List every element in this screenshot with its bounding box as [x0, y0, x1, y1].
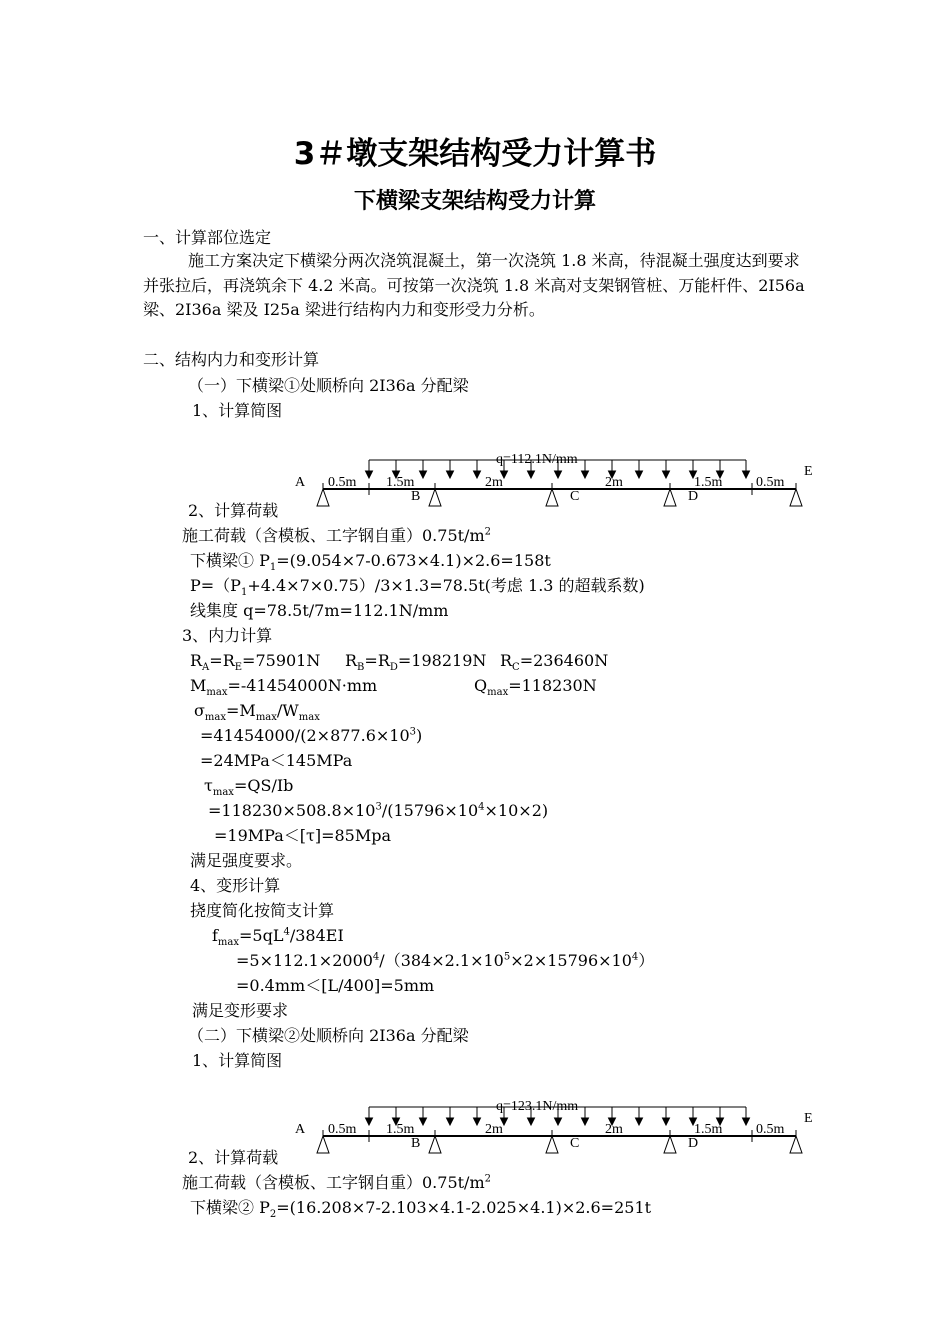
deform-note: 挠度简化按简支计算 [190, 901, 335, 920]
point-d-label: D [688, 489, 699, 504]
deform-heading: 4、变形计算 [190, 876, 281, 895]
reaction-c: $R_C=236460N$ [500, 651, 609, 674]
reaction-bd: $R_B=R_D=198219N$ [345, 651, 487, 674]
part-1-load-heading: 2、计算荷载 [188, 501, 279, 520]
sigma-calc: $=41454000/(2\times 877.6\times 10^3)$ [200, 726, 423, 745]
tau-result: =19MPa＜[τ]=85Mpa [214, 826, 392, 845]
point-d-label: D [688, 1136, 699, 1151]
distributed-load [366, 1099, 750, 1125]
f-calc: $=5\times 112.1\times 2000^4/(384\times 2.1\times 10^5\times 2\times 15796\times 10^4)$ [236, 951, 655, 970]
support-d [664, 1136, 676, 1153]
span-label: 1.5m [386, 475, 415, 490]
p-formula: $P=(P_1+4.4\times 7\times 0.75)/3\times 1.3=78.5t$(考虑 1.3 的超载系数) [190, 576, 645, 599]
span-label: 0.5m [328, 1122, 357, 1137]
part-1-title: （一）下横梁①处顺桥向 2I36a 分配梁 [188, 376, 469, 395]
span-label: 2m [605, 475, 623, 490]
tau-calc: $=118230\times 508.8\times 10^3/(15796\times 10^4\times 10\times 2)$ [208, 801, 549, 820]
reaction-ae: $R_A=R_E=75901N$ [190, 651, 321, 674]
span-label: 1.5m [694, 475, 723, 490]
support-e [790, 1136, 802, 1153]
m-max: $M_{max}=-41454000N\cdot mm$ [190, 676, 378, 699]
section-2-heading: 二、结构内力和变形计算 [143, 350, 320, 369]
sigma-result: =24MPa＜145MPa [200, 751, 353, 770]
page-subtitle: 下横梁支架结构受力计算 [353, 189, 596, 214]
p1-formula: 下横梁① $P_1=(9.054\times 7-0.673\times 4.1)\times 2.6=158t$ [190, 551, 551, 574]
support-b [429, 1136, 441, 1153]
f-formula: $f_{max}=5qL^4/384EI$ [212, 926, 344, 949]
load-label: q=112.1N/mm [496, 452, 578, 467]
section-1-paragraph: 施工方案决定下横梁分两次浇筑混凝土，第一次浇筑 1.8 米高，待混凝土强度达到要求并张拉后，再浇筑余下 4.2 米高。可按第一次浇筑 1.8 米高对支架钢管桩、万能杆件、2I56a 梁、2I36a 梁及 I25a 梁进行结构内力和变形受力分析。 [143, 251, 805, 319]
beam-diagram-1 [290, 448, 820, 510]
supports [317, 1136, 802, 1153]
point-e-label: E [804, 464, 813, 479]
part-2-title: （二）下横梁②处顺桥向 2I36a 分配梁 [188, 1026, 469, 1045]
span-label: 2m [485, 1122, 503, 1137]
support-c [546, 1136, 558, 1153]
support-a [317, 489, 329, 506]
tau-formula: $\tau_{max}=QS/Ib$ [204, 776, 294, 799]
point-b-label: B [411, 1136, 421, 1151]
point-e-label: E [804, 1111, 813, 1126]
sigma-formula: $\sigma_{max}=M_{max}/W_{max}$ [194, 701, 320, 724]
support-c [546, 489, 558, 506]
construction-load: 施工荷载（含模板、工字钢自重）$0.75t/m^2$ [182, 526, 491, 545]
distributed-load [366, 452, 750, 478]
deform-ok: 满足变形要求 [192, 1001, 289, 1020]
strength-ok: 满足强度要求。 [190, 851, 303, 870]
force-heading: 3、内力计算 [182, 626, 273, 645]
p2-formula: 下横梁② $P_2=(16.208\times 7-2.103\times 4.1-2.025\times 4.1)\times 2.6=251t$ [190, 1198, 652, 1221]
point-b-label: B [411, 489, 421, 504]
construction-load-2: 施工荷载（含模板、工字钢自重）$0.75t/m^2$ [182, 1173, 491, 1192]
span-label: 2m [485, 475, 503, 490]
point-a-label: A [295, 1122, 306, 1137]
span-label: 2m [605, 1122, 623, 1137]
support-a [317, 1136, 329, 1153]
point-a-label: A [295, 475, 306, 490]
span-label: 0.5m [328, 475, 357, 490]
support-d [664, 489, 676, 506]
part-2-diagram-heading: 1、计算简图 [192, 1051, 283, 1070]
supports [317, 489, 802, 506]
q-line: 线集度 q=78.5t/7m=112.1N/mm [190, 601, 449, 620]
span-label: 0.5m [756, 475, 785, 490]
part-1-diagram-heading: 1、计算简图 [192, 401, 283, 420]
section-1-heading: 一、计算部位选定 [143, 228, 272, 247]
point-c-label: C [570, 489, 580, 504]
part-2-load-heading: 2、计算荷载 [188, 1148, 279, 1167]
support-e [790, 489, 802, 506]
point-c-label: C [570, 1136, 580, 1151]
span-label: 0.5m [756, 1122, 785, 1137]
page-title: 3＃墩支架结构受力计算书 [293, 136, 657, 172]
load-label: q=123.1N/mm [496, 1099, 579, 1114]
f-result: =0.4mm＜[L/400]=5mm [236, 976, 435, 995]
beam-diagram-2 [290, 1095, 820, 1157]
q-max: $Q_{max}=118230N$ [474, 676, 597, 699]
span-label: 1.5m [694, 1122, 723, 1137]
span-label: 1.5m [386, 1122, 415, 1137]
support-b [429, 489, 441, 506]
